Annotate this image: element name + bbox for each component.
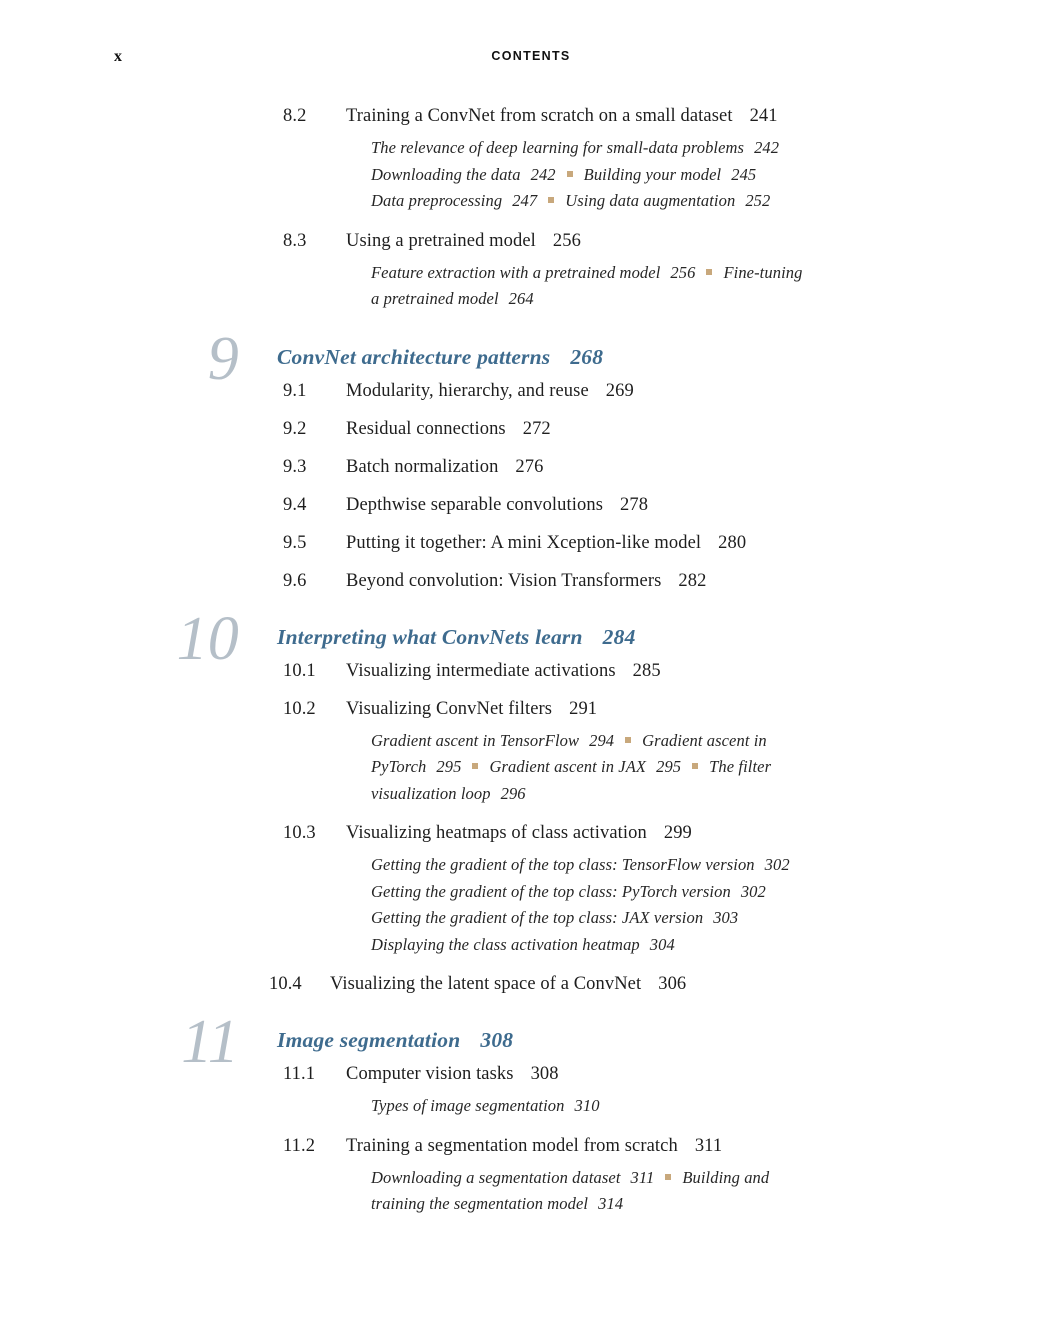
subentry-title: Using data augmentation (565, 191, 736, 210)
page-number: 285 (632, 660, 661, 681)
chapter-number: 11 (181, 1008, 239, 1076)
subentry-title: Getting the gradient of the top class: JAX version (371, 908, 704, 927)
toc-subentry-line (371, 781, 1022, 808)
page-number: 256 (552, 230, 581, 251)
toc-section-10-2 (283, 698, 1022, 808)
toc-section-10-3 (283, 822, 1022, 958)
toc-section-8-2 (283, 105, 1022, 215)
toc-subentry-line (371, 260, 1022, 287)
subentry-title: Data preprocessing (371, 191, 503, 210)
toc-section-8-3 (283, 230, 1022, 313)
page-number: 310 (574, 1096, 600, 1115)
toc-subentry-line (371, 162, 1022, 189)
section-number: 9.6 (283, 570, 307, 591)
toc-section-10-4 (269, 973, 1022, 996)
page-number: 245 (731, 164, 757, 184)
section-subentries (371, 852, 1022, 958)
subentry-title: The relevance of deep learning for small-data problems (371, 138, 745, 157)
page-number: 306 (658, 974, 687, 994)
subentry-title: Building your model (583, 164, 722, 184)
section-title: Visualizing heatmaps of class activation (346, 823, 647, 843)
section-title: Batch normalization (346, 456, 499, 477)
section-title: Using a pretrained model (346, 230, 536, 251)
section-number: 8.2 (283, 106, 307, 126)
section-subentries (371, 135, 1022, 215)
section-number: 9.1 (283, 380, 307, 401)
section-title: Residual connections (346, 418, 506, 439)
section-number: 10.1 (283, 660, 316, 681)
subentry-title: Downloading a segmentation dataset (371, 1167, 621, 1187)
toc-section-9-3 (283, 456, 1022, 479)
chapter-number: 10 (176, 604, 239, 673)
toc-subentry-line (371, 188, 1022, 215)
page-number: 311 (630, 1167, 655, 1187)
section-number: 9.2 (283, 418, 307, 439)
section-number: 10.2 (283, 698, 316, 719)
section-number: 10.3 (283, 823, 316, 843)
chapter-title: ConvNet architecture patterns (277, 344, 551, 369)
toc-subentry-line (371, 135, 1022, 162)
subentry-title: Feature extraction with a pretrained model (371, 262, 661, 282)
page-number: 280 (718, 532, 747, 553)
page-number: 291 (569, 698, 598, 719)
section-subentries (371, 260, 1022, 313)
toc-subentry-line (371, 754, 1022, 781)
section-title: Visualizing intermediate activations (346, 660, 616, 681)
page-number: 308 (480, 1028, 514, 1052)
toc-section-9-4 (283, 494, 1022, 517)
page-number: 295 (436, 757, 462, 776)
toc-section-10-1 (283, 660, 1022, 683)
subentry-title: visualization loop (371, 783, 491, 803)
page-number: 268 (570, 344, 604, 369)
toc-section-9-2 (283, 418, 1022, 441)
subentry-title: Gradient ascent in JAX (489, 757, 647, 776)
section-subentries (371, 728, 1022, 808)
page-number: 272 (522, 418, 551, 439)
square-bullet-icon (706, 269, 712, 275)
subentry-title: Fine-tuning (723, 262, 803, 282)
page-number: 241 (749, 106, 778, 126)
page-number: 302 (764, 855, 790, 874)
page-number: 282 (678, 570, 707, 591)
page-number: 278 (620, 494, 649, 515)
subentry-title: Getting the gradient of the top class: TensorFlow version (371, 855, 755, 874)
section-title: Training a ConvNet from scratch on a small dataset (346, 106, 733, 126)
section-subentries (371, 1165, 1022, 1218)
section-number: 10.4 (269, 974, 302, 994)
toc-subentry-line (371, 879, 1022, 906)
page-number: 296 (500, 783, 526, 803)
subentry-title: The filter (709, 757, 772, 776)
section-number: 9.5 (283, 532, 307, 553)
page-number: 303 (713, 908, 739, 927)
page-number: 252 (745, 191, 771, 210)
subentry-title: Gradient ascent in TensorFlow (371, 730, 580, 750)
page-number: 304 (649, 934, 675, 954)
square-bullet-icon (665, 1174, 671, 1180)
page-number: 256 (670, 262, 696, 282)
toc-subentry-line (371, 1093, 1022, 1120)
chapter-title: Image segmentation (277, 1028, 461, 1052)
toc-subentry-line (371, 1191, 1022, 1218)
square-bullet-icon (472, 763, 478, 769)
section-number: 9.3 (283, 456, 307, 477)
square-bullet-icon (548, 197, 554, 203)
toc-subentry-line (371, 1165, 1022, 1192)
page-number: 242 (754, 138, 780, 157)
running-head-title: CONTENTS (491, 49, 571, 63)
section-number: 11.2 (283, 1135, 316, 1156)
subentry-title: training the segmentation model (371, 1194, 589, 1213)
section-number: 8.3 (283, 230, 307, 251)
toc-subentry-line (371, 932, 1022, 959)
square-bullet-icon (625, 737, 631, 743)
section-title: Depthwise separable convolutions (346, 494, 603, 515)
section-number: 11.1 (283, 1064, 316, 1084)
page-number: 302 (740, 881, 766, 901)
page-folio: x (114, 48, 122, 65)
subentry-title: Getting the gradient of the top class: PyTorch version (371, 881, 731, 901)
page-number: 294 (589, 730, 615, 750)
subentry-title: a pretrained model (371, 289, 499, 308)
square-bullet-icon (567, 171, 573, 177)
section-number: 9.4 (283, 494, 307, 515)
page-number: 308 (530, 1064, 559, 1084)
toc-subentry-line (371, 728, 1022, 755)
toc-section-9-1 (283, 380, 1022, 403)
toc-subentry-line (371, 905, 1022, 932)
section-title: Putting it together: A mini Xception-like model (346, 532, 702, 553)
section-title: Modularity, hierarchy, and reuse (346, 380, 589, 401)
toc-section-9-6 (283, 570, 1022, 593)
page-number: 242 (530, 164, 556, 184)
subentry-title: Displaying the class activation heatmap (371, 934, 640, 954)
chapter-number: 9 (207, 324, 239, 393)
section-title: Training a segmentation model from scratch (346, 1135, 678, 1156)
toc-subentry-line (371, 286, 1022, 313)
page-number: 314 (598, 1194, 624, 1213)
page-number: 311 (694, 1135, 723, 1156)
subentry-title: Downloading the data (371, 164, 521, 184)
page-number: 299 (663, 823, 692, 843)
page-number: 295 (656, 757, 682, 776)
subentry-title: PyTorch (371, 757, 427, 776)
toc-section-9-5 (283, 532, 1022, 555)
page-number: 264 (508, 289, 534, 308)
subentry-title: Building and (682, 1167, 770, 1187)
page-number: 247 (512, 191, 538, 210)
section-subentries (371, 1093, 1022, 1120)
subentry-title: Gradient ascent in (642, 730, 767, 750)
section-title: Visualizing ConvNet filters (346, 698, 553, 719)
page-number: 269 (605, 380, 634, 401)
chapter-title: Interpreting what ConvNets learn (277, 624, 583, 649)
toc-section-11-1 (283, 1063, 1022, 1120)
square-bullet-icon (692, 763, 698, 769)
page-number: 276 (515, 456, 544, 477)
toc-subentry-line (371, 852, 1022, 879)
section-title: Computer vision tasks (346, 1064, 514, 1084)
section-title: Visualizing the latent space of a ConvNet (330, 974, 642, 994)
subentry-title: Types of image segmentation (371, 1096, 565, 1115)
section-title: Beyond convolution: Vision Transformers (346, 570, 662, 591)
page-number: 284 (602, 624, 636, 649)
toc-section-11-2 (283, 1135, 1022, 1218)
